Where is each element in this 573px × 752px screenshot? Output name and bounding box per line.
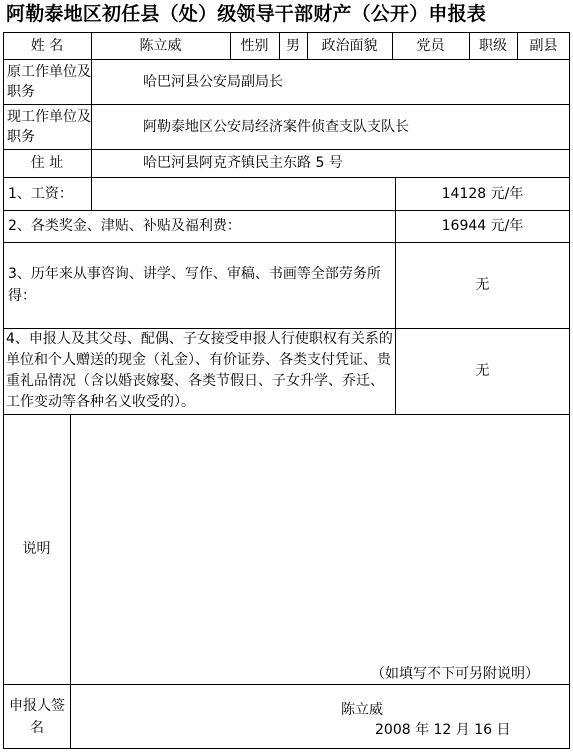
signature-date: 2008 年 12 月 16 日 [375,722,511,738]
bonus-label: 2、各类奖金、津贴、补贴及福利费： [8,218,241,234]
gender-label: 性别 [240,37,269,54]
remark-area [70,414,570,684]
salary-value: 14128 元/年 [441,185,524,202]
name-label: 姓 名 [30,37,64,54]
former-label: 原工作单位及职务 [7,63,91,100]
declaration-form [3,32,570,749]
address-value: 哈巴河县阿克齐镇民主东路 5 号 [143,155,343,171]
current-label: 现工作单位及职务 [7,108,91,145]
name-value: 陈立威 [139,37,182,54]
bonus-value: 16944 元/年 [441,218,524,234]
gift-label: 4、申报人及其父母、配偶、子女接受申报人行使职权有关系的单位和个人赠送的现金（礼金）、有价证券、各类支付凭证、贵重礼品情况（含以婚丧嫁娶、各类节假日、子女升学、乔迁、工作变动等各种名义收受的）。 [6,331,393,410]
labor-income-value: 无 [475,277,490,293]
remark-label: 说明 [22,541,51,557]
former-value: 哈巴河县公安局副局长 [143,73,283,90]
remark-note: （如填写不下可另附说明） [371,666,539,682]
labor-income-label: 3、历年来从事咨询、讲学、写作、审稿、书画等全部劳务所得： [8,266,381,304]
current-value: 阿勒泰地区公安局经济案件侦查支队支队长 [143,118,409,135]
politics-label: 政治面貌 [321,37,378,54]
signature-label: 申报人签名 [9,697,65,736]
form-title: 阿勒泰地区初任县（处）级领导干部财产（公开）申报表 [6,3,487,25]
gift-value: 无 [475,363,490,379]
rank-label: 职级 [479,37,507,54]
address-label: 住 址 [30,155,64,171]
gender-value: 男 [286,37,300,54]
row-divider [3,684,570,685]
rank-value: 副县 [529,37,558,54]
politics-value: 党员 [416,37,445,54]
signature-name: 陈立威 [341,702,383,718]
salary-label: 1、工资： [8,185,73,202]
